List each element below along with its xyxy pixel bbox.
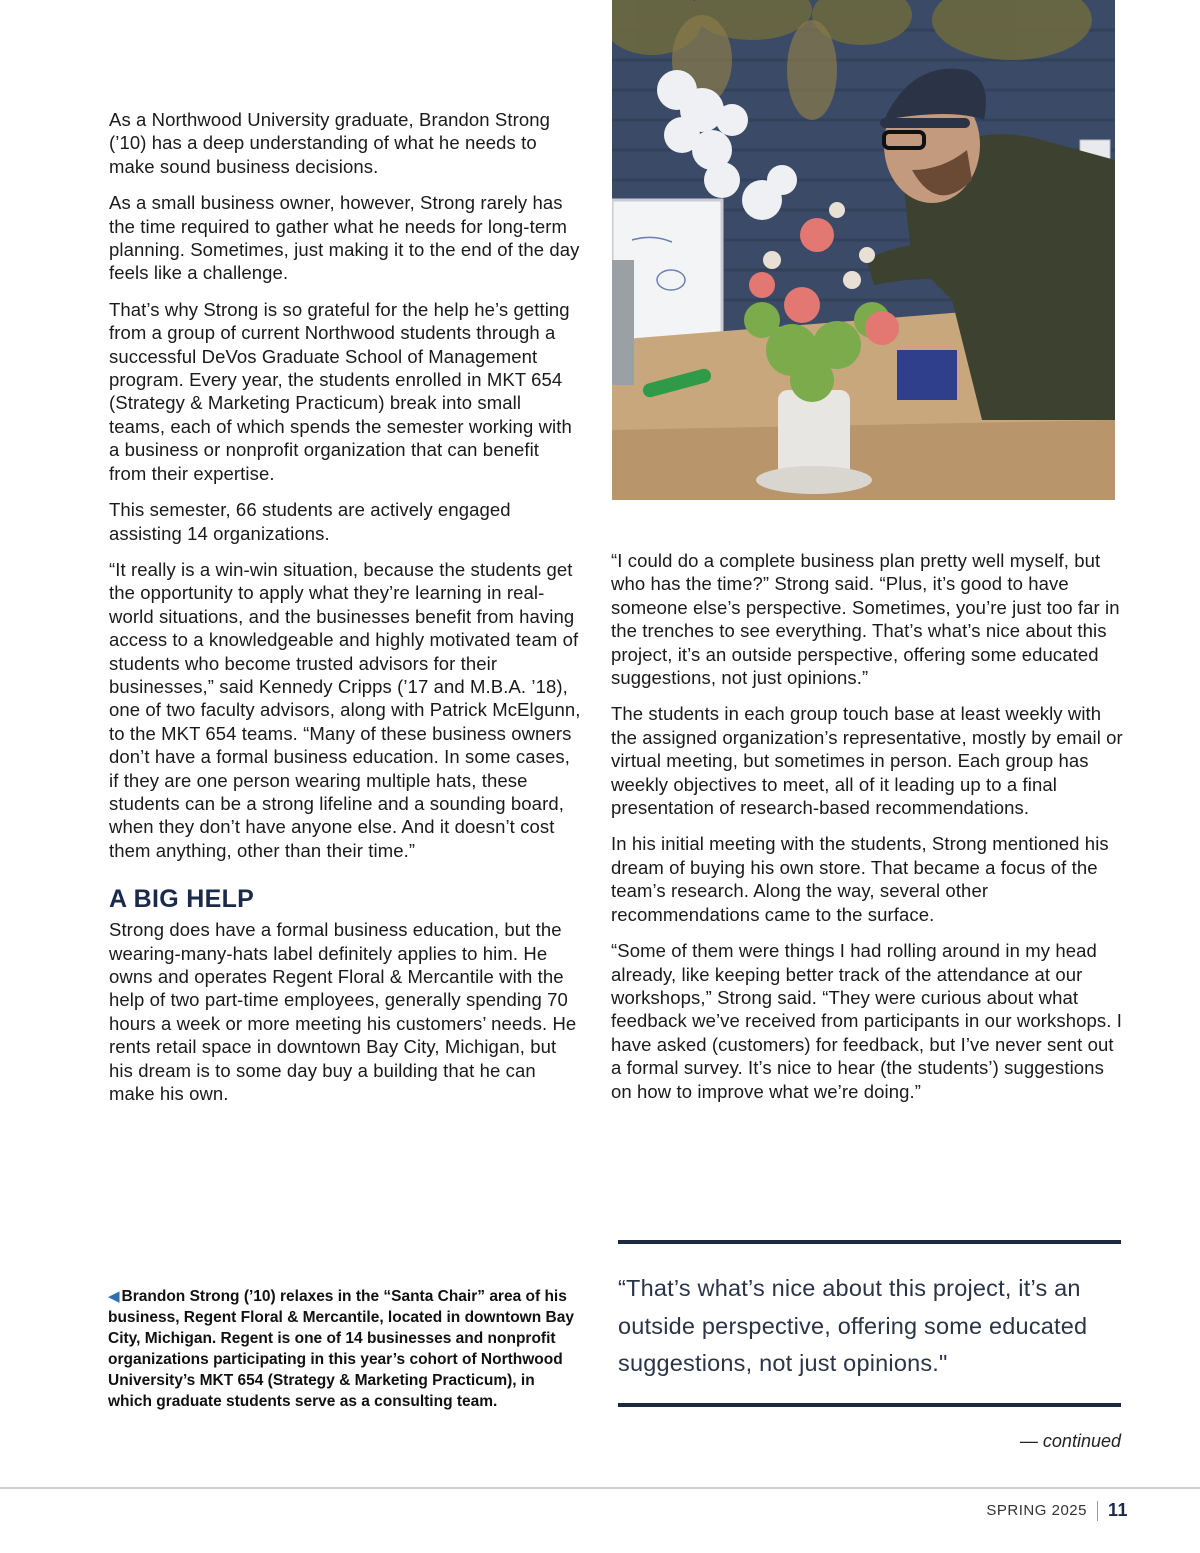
photo-caption — [108, 1286, 578, 1412]
caption-arrow-icon: ◀ — [108, 1288, 120, 1305]
left-column — [109, 108, 581, 1118]
body-paragraph: In his initial meeting with the students, Strong mentioned his dream of buying his own store. That became a focus of the team’s research. Along the way, several other recommendations came to the surface. — [611, 833, 1109, 925]
body-paragraph: “It really is a win-win situation, because the students get the opportunity to apply what they’re learning in real-world situations, and the businesses benefit from having access to a knowledgeable and highly motivated team of students who become trusted advisors for their businesses,” said Kennedy Cripps (’17 and M.B.A. ’18), one of two faculty advisors, along with Patrick McElgunn, to the MKT 654 teams. “Many of these business owners don’t have a formal business education. In some cases, if they are one person wearing multiple hats, these students can be a strong lifeline and a sounding board, when they don’t have anyone else. And it doesn’t cost them anything, other than their time.” — [109, 558, 581, 861]
body-paragraph: Strong does have a formal business education, but the wearing-many-hats label definitely applies to him. He owns and operates Regent Floral & Mercantile with the help of two part-time employees, generally spending 70 hours a week or more meeting his customers’ needs. He rents retail space in downtown Bay City, Michigan, but his dream is to some day buy a building that he can make his own. — [109, 919, 577, 1105]
feature-photo — [612, 0, 1115, 500]
body-paragraph: As a small business owner, however, Strong rarely has the time required to gather what he needs for long-term planning. Sometimes, just making it to the end of the day feels like a challenge. — [109, 192, 580, 284]
florist-arranging-flowers-image — [612, 0, 1115, 500]
page-number: 11 — [1107, 1500, 1128, 1520]
footer-divider — [0, 1487, 1200, 1489]
body-paragraph: “I could do a complete business plan pretty well myself, but who has the time?” Strong said. “Plus, it’s good to have someone else’s perspective. Sometimes, you’re just too far in the trenches to see everything. That’s what’s nice about this project, it’s an outside perspective, offering some educated suggestions, not just opinions.” — [611, 550, 1120, 689]
continued-note: — continued — [1019, 1431, 1121, 1451]
page-footer — [986, 1500, 1128, 1521]
caption-text: Brandon Strong (’10) relaxes in the “Santa Chair” area of his business, Regent Floral & Mercantile, located in downtown Bay City, Michigan. Regent is one of 14 businesses and nonprofit organizations participating in this year’s cohort of Northwood University’s MKT 654 (Strategy & Marketing Practicum), in which graduate students serve as a consulting team. — [108, 1288, 574, 1410]
body-paragraph: That’s why Strong is so grateful for the help he’s getting from a group of current Northwood students through a successful DeVos Graduate School of Management program. Every year, the students enrolled in MKT 654 (Strategy & Marketing Practicum) break into small teams, each of which spends the semester working with a business or nonprofit organization that can benefit from their expertise. — [109, 298, 572, 484]
section-heading: A BIG HELP — [109, 885, 255, 914]
body-paragraph: The students in each group touch base at least weekly with the assigned organization’s representative, mostly by email or virtual meeting, but sometimes in person. Each group has weekly objectives to meet, all of it leading up to a final presentation of research-based recommendations. — [611, 703, 1123, 819]
issue-label: SPRING 2025 — [986, 1502, 1087, 1519]
body-paragraph: As a Northwood University graduate, Brandon Strong (’10) has a deep understanding of what he needs to make sound business decisions. — [109, 109, 551, 177]
footer-separator — [1097, 1501, 1098, 1521]
pull-quote-bottom-rule — [618, 1403, 1121, 1407]
body-paragraph: This semester, 66 students are actively engaged assisting 14 organizations. — [109, 499, 511, 544]
body-paragraph: “Some of them were things I had rolling around in my head already, like keeping better track of the attendance at our workshops,” Strong said. “They were curious about what feedback we’ve received from participants in our workshops. I have asked (customers) for feedback, but I’ve never sent out a formal survey. It’s nice to hear (the students’) suggestions on how to improve what we’re doing.” — [611, 940, 1122, 1102]
right-column — [611, 549, 1123, 1116]
pull-quote-top-rule — [618, 1240, 1121, 1244]
pull-quote: “That’s what’s nice about this project, it’s an outside perspective, offering some educated suggestions, not just opinions." — [618, 1275, 1088, 1376]
